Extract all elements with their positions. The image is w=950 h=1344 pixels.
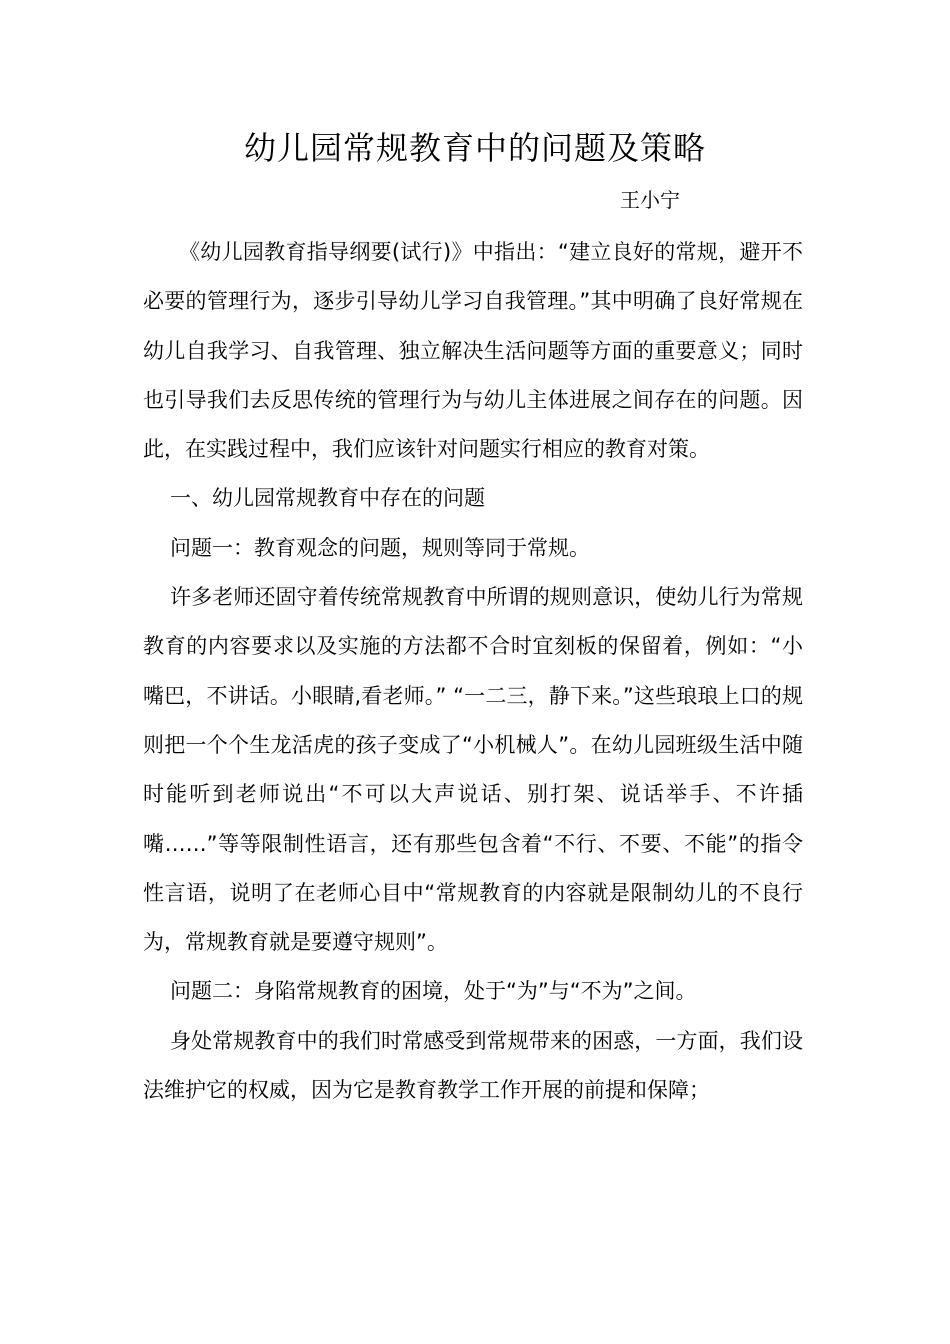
problem-two-heading: 问题二：身陷常规教育的困境，处于“为”与“不为”之间。 [170, 979, 697, 1004]
section-heading: 一、幼儿园常规教育中存在的问题 [170, 486, 485, 511]
problem-one-paragraph: 许多老师还固守着传统常规教育中所谓的规则意识，使幼儿行为常规教育的内容要求以及实施的方法都不合时宜刻板的保留着，例如：“小嘴巴，不讲话。小眼睛,看老师。” “一二三，静下来。”这些琅琅上口的规则把一个个生龙活虎的孩子变成了“小机械人”。在幼儿园班级生活中随时能听到老师说出“不可以大声说话、别打架、说话举手、不许插嘴……”等等限制性语言，还有那些包含着“不行、不要、不能”的指令性言语，说明了在老师心目中“常规教育的内容就是限制幼儿的不良行为，常规教育就是要遵守规则”。 [143, 585, 803, 955]
problem-two-paragraph: 身处常规教育中的我们时常感受到常规带来的困惑，一方面，我们设法维护它的权威，因为它是教育教学工作开展的前提和保障； [143, 1028, 803, 1103]
author-name: 王小宁 [620, 188, 680, 212]
problem-one-heading: 问题一：教育观念的问题，规则等同于常规。 [170, 535, 590, 560]
intro-paragraph: 《幼儿园教育指导纲要(试行)》中指出：“建立良好的常规，避开不必要的管理行为，逐步引导幼儿学习自我管理。”其中明确了良好常规在幼儿自我学习、自我管理、独立解决生活问题等方面的重要意义；同时也引导我们去反思传统的管理行为与幼儿主体进展之间存在的问题。因此，在实践过程中，我们应该针对问题实行相应的教育对策。 [143, 240, 803, 462]
document-body [143, 228, 803, 1115]
document-title: 幼儿园常规教育中的问题及策略 [243, 129, 706, 167]
